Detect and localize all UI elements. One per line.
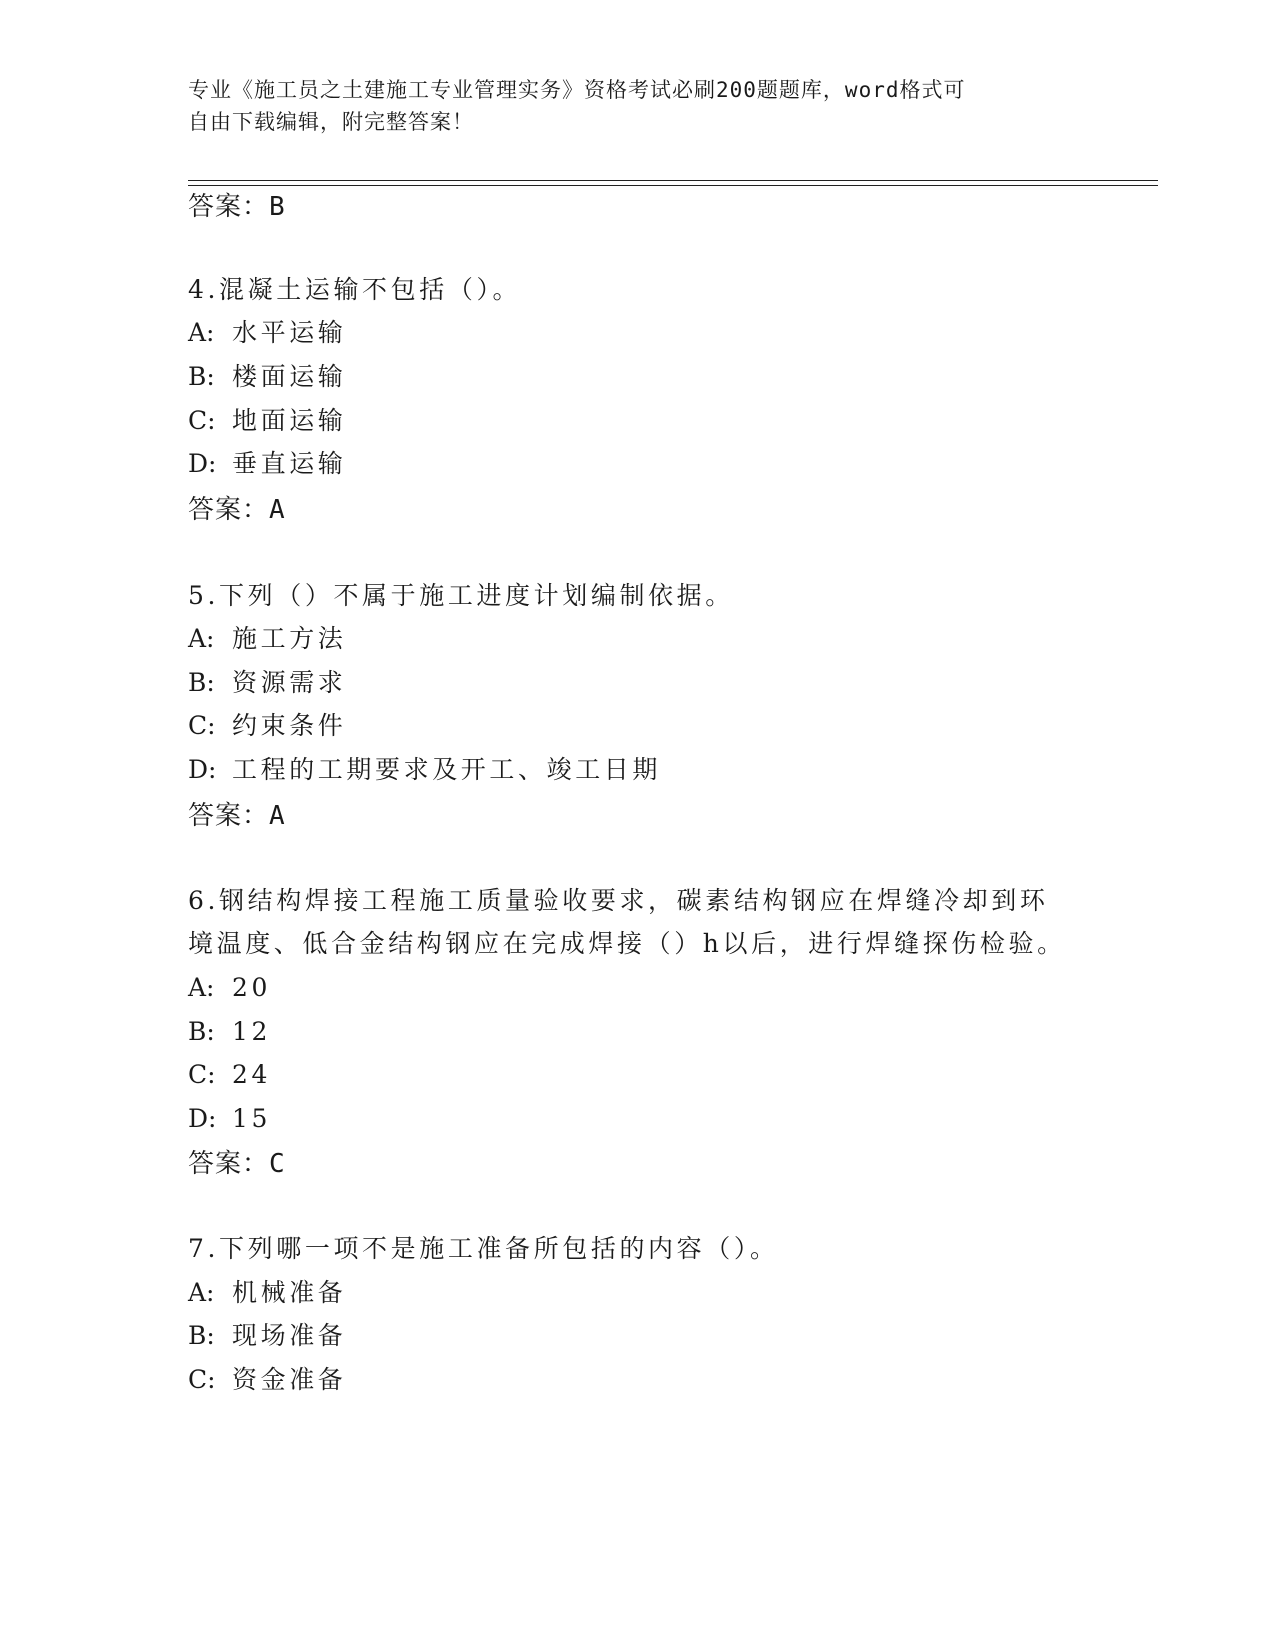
answer-label: 答案： (188, 495, 270, 525)
option-item (188, 710, 346, 742)
answer-label: 答案： (188, 192, 270, 222)
option-text: 工程的工期要求及开工、竣工日期 (232, 755, 662, 784)
answer-value: B (269, 192, 286, 222)
option-text: 20 (232, 973, 272, 1002)
option-item (188, 972, 271, 1004)
answer-label: 答案： (188, 1149, 270, 1179)
option-item (188, 405, 346, 437)
option-text: 约束条件 (232, 711, 347, 740)
answer-line (188, 191, 286, 223)
option-key: C: (188, 711, 216, 740)
question-text: 7.下列哪一项不是施工准备所包括的内容（）。 (188, 1234, 779, 1263)
option-item (188, 448, 346, 480)
question-text-continued: 境温度、低合金结构钢应在完成焊接（）h以后，进行焊缝探伤检验。 (188, 929, 1066, 958)
option-key: A: (188, 624, 215, 653)
option-key: B: (188, 362, 215, 391)
option-key: B: (188, 668, 215, 697)
option-item (188, 1320, 346, 1352)
option-item (188, 1016, 271, 1048)
header-divider (188, 180, 1158, 186)
header-line-1: 专业《施工员之土建施工专业管理实务》资格考试必刷200题题库，word格式可 (188, 78, 966, 102)
question-text: 6.钢结构焊接工程施工质量验收要求，碳素结构钢应在焊缝冷却到环 (188, 886, 1049, 915)
option-item (188, 361, 346, 393)
option-text: 15 (232, 1104, 272, 1133)
option-key: C: (188, 1060, 216, 1089)
option-text: 24 (232, 1060, 272, 1089)
option-text: 水平运输 (232, 318, 347, 347)
option-text: 地面运输 (232, 406, 347, 435)
option-text: 12 (232, 1017, 272, 1046)
answer-label: 答案： (188, 801, 270, 831)
option-key: D: (188, 449, 217, 478)
option-item (188, 1103, 271, 1135)
document-header (188, 74, 1068, 138)
option-item (188, 1059, 271, 1091)
option-text: 资源需求 (232, 668, 347, 697)
option-key: D: (188, 1104, 217, 1133)
option-item (188, 1277, 346, 1309)
answer-line (188, 1148, 286, 1180)
option-key: B: (188, 1321, 215, 1350)
option-text: 垂直运输 (232, 449, 347, 478)
option-key: B: (188, 1017, 215, 1046)
header-line-2: 自由下载编辑，附完整答案！ (188, 110, 474, 134)
option-key: D: (188, 755, 217, 784)
question-text: 4.混凝土运输不包括（）。 (188, 275, 522, 304)
option-text: 施工方法 (232, 624, 347, 653)
option-key: A: (188, 1278, 215, 1307)
option-item (188, 1364, 346, 1396)
option-item (188, 623, 346, 655)
option-text: 资金准备 (232, 1365, 347, 1394)
question-text: 5.下列（）不属于施工进度计划编制依据。 (188, 581, 734, 610)
answer-value: A (269, 495, 286, 525)
option-item (188, 667, 346, 699)
answer-value: A (269, 801, 286, 831)
option-key: C: (188, 1365, 216, 1394)
option-text: 楼面运输 (232, 362, 347, 391)
answer-value: C (269, 1149, 286, 1179)
option-key: C: (188, 406, 216, 435)
option-text: 机械准备 (232, 1278, 347, 1307)
answer-line (188, 494, 286, 526)
option-key: A: (188, 318, 215, 347)
option-key: A: (188, 973, 215, 1002)
option-text: 现场准备 (232, 1321, 347, 1350)
answer-line (188, 800, 286, 832)
option-item (188, 317, 346, 349)
option-item (188, 754, 661, 786)
